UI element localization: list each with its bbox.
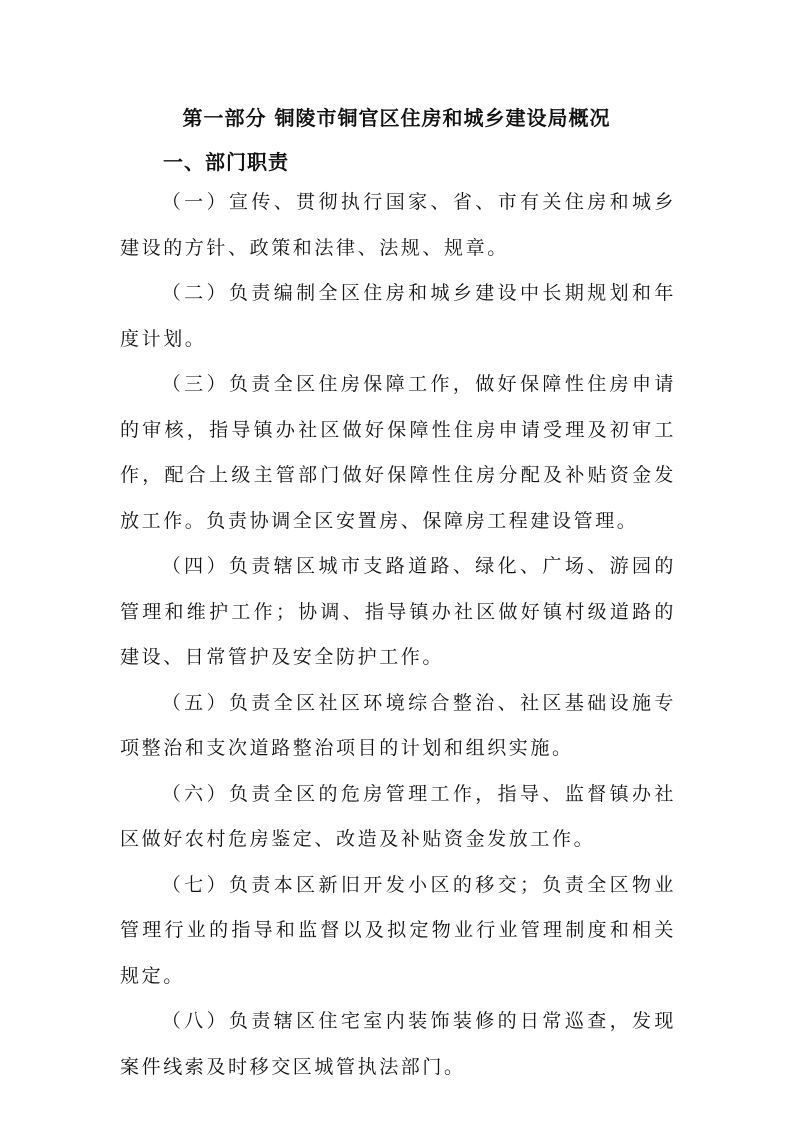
duties-list xyxy=(120,180,676,1090)
page-title: 第一部分 铜陵市铜官区住房和城乡建设局概况 xyxy=(182,106,611,130)
duty-paragraph-4: （四）负责辖区城市支路道路、绿化、广场、游园的管理和维护工作；协调、指导镇办社区做好镇村级道路的建设、日常管护及安全防护工作。 xyxy=(120,555,676,668)
section-heading: 一、部门职责 xyxy=(163,150,289,174)
duty-paragraph-6: （六）负责全区的危房管理工作，指导、监督镇办社区做好农村危房鉴定、改造及补贴资金发放工作。 xyxy=(120,782,676,850)
duty-paragraph-1: （一）宣传、贯彻执行国家、省、市有关住房和城乡建设的方针、政策和法律、法规、规章。 xyxy=(120,191,676,259)
duty-paragraph-7: （七）负责本区新旧开发小区的移交；负责全区物业管理行业的指导和监督以及拟定物业行业管理制度和相关规定。 xyxy=(120,873,676,987)
duty-paragraph-8: （八）负责辖区住宅室内装饰装修的日常巡查，发现案件线索及时移交区城管执法部门。 xyxy=(120,1010,676,1078)
duty-paragraph-2: （二）负责编制全区住房和城乡建设中长期规划和年度计划。 xyxy=(120,282,676,350)
duty-paragraph-3: （三）负责全区住房保障工作，做好保障性住房申请的审核，指导镇办社区做好保障性住房申请受理及初审工作，配合上级主管部门做好保障性住房分配及补贴资金发放工作。负责协调全区安置房、保障房工程建设管理。 xyxy=(120,373,676,532)
duty-paragraph-5: （五）负责全区社区环境综合整治、社区基础设施专项整治和支次道路整治项目的计划和组织实施。 xyxy=(120,691,676,759)
